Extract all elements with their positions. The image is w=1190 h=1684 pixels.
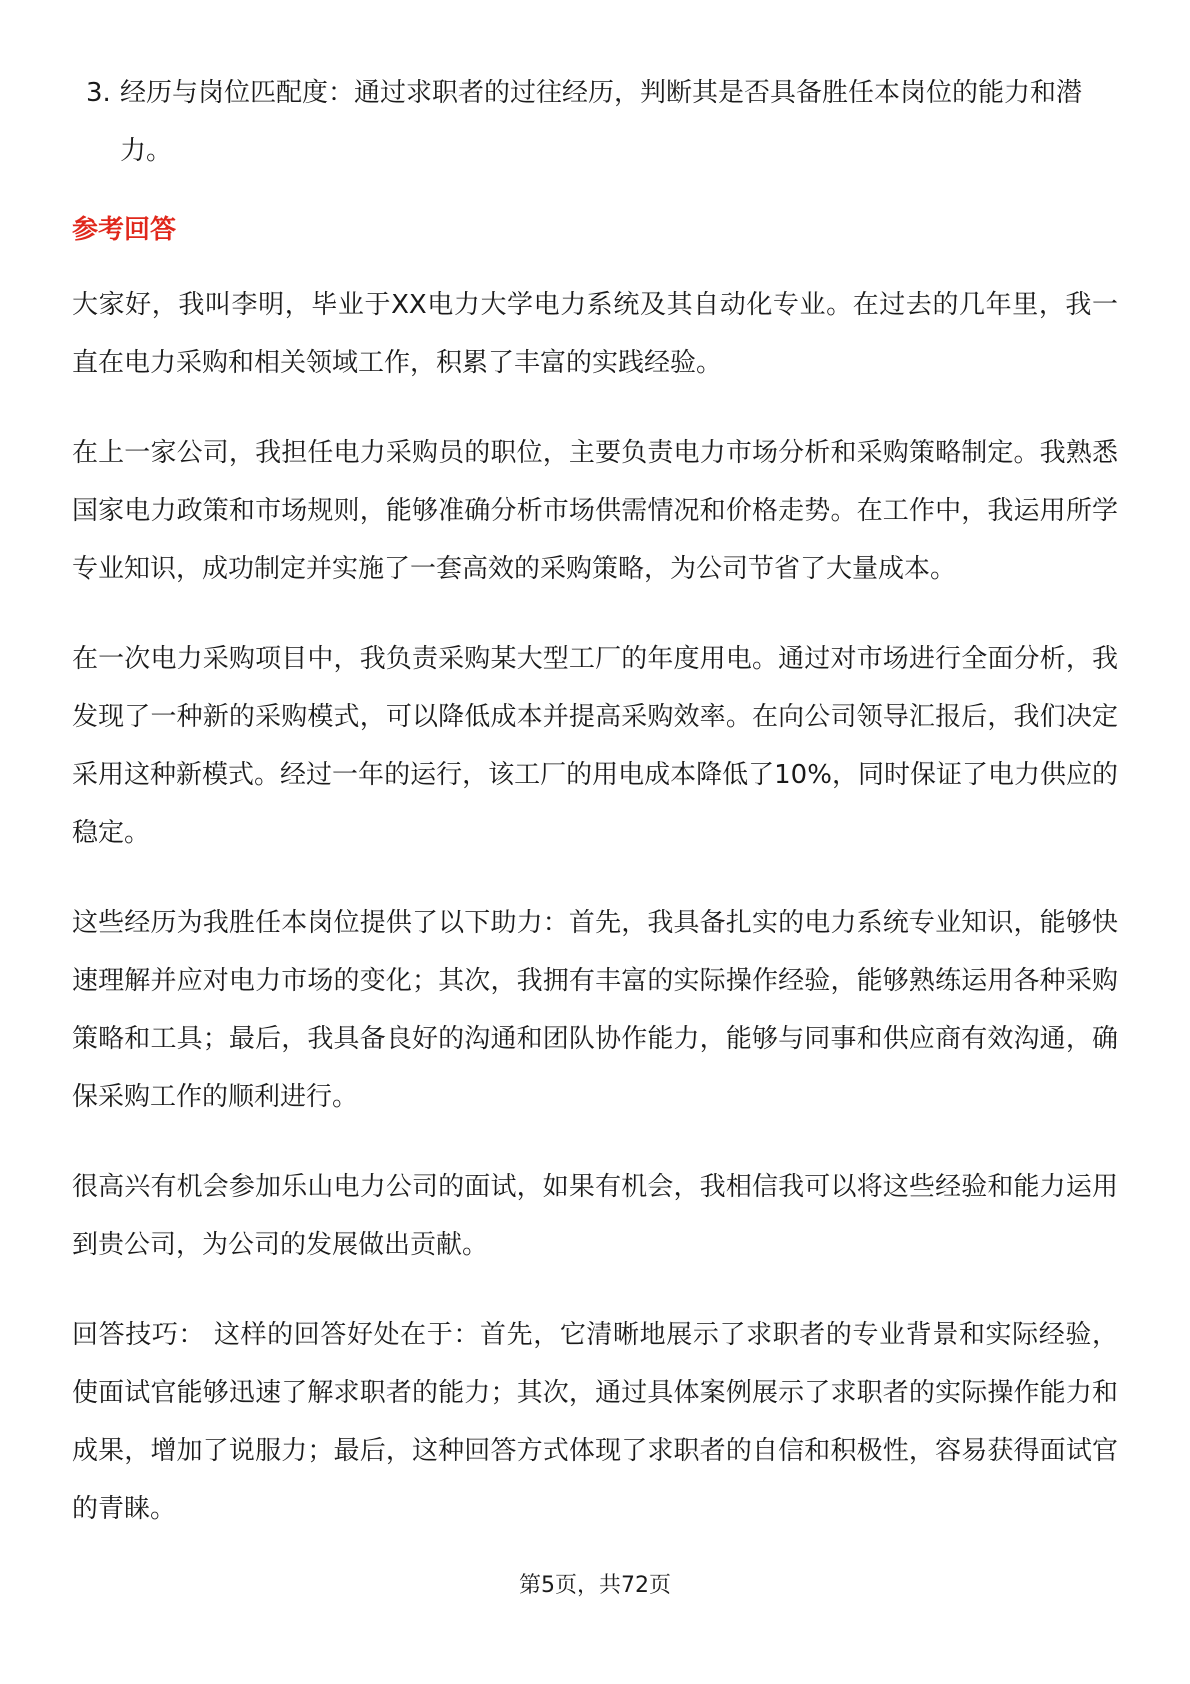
paragraph-tips: 回答技巧： 这样的回答好处在于：首先，它清晰地展示了求职者的专业背景和实际经验，使面试官能够迅速了解求职者的能力；其次，通过具体案例展示了求职者的实际操作能力和成果，增加了说服力；最后，这种回答方式体现了求职者的自信和积极性，容易获得面试官的青睐。 bbox=[72, 1320, 1118, 1524]
paragraph-previous-job: 在上一家公司，我担任电力采购员的职位，主要负责电力市场分析和采购策略制定。我熟悉国家电力政策和市场规则，能够准确分析市场供需情况和价格走势。在工作中，我运用所学专业知识，成功制定并实施了一套高效的采购策略，为公司节省了大量成本。 bbox=[72, 438, 1118, 584]
page-content bbox=[72, 64, 1118, 1538]
list-number: 3. bbox=[86, 78, 111, 108]
paragraph-strengths: 这些经历为我胜任本岗位提供了以下助力：首先，我具备扎实的电力系统专业知识，能够快速理解并应对电力市场的变化；其次，我拥有丰富的实际操作经验，能够熟练运用各种采购策略和工具；最后，我具备良好的沟通和团队协作能力，能够与同事和供应商有效沟通，确保采购工作的顺利进行。 bbox=[72, 908, 1118, 1112]
page-footer: 第5页，共72页 bbox=[519, 1573, 671, 1598]
list-text: 经历与岗位匹配度：通过求职者的过往经历，判断其是否具备胜任本岗位的能力和潜力。 bbox=[120, 78, 1083, 166]
list-item bbox=[72, 64, 1118, 180]
section-heading: 参考回答 bbox=[72, 215, 177, 245]
paragraph-closing: 很高兴有机会参加乐山电力公司的面试，如果有机会，我相信我可以将这些经验和能力运用到贵公司，为公司的发展做出贡献。 bbox=[72, 1172, 1118, 1260]
paragraph-intro: 大家好，我叫李明，毕业于XX电力大学电力系统及其自动化专业。在过去的几年里，我一直在电力采购和相关领域工作，积累了丰富的实践经验。 bbox=[72, 290, 1118, 378]
paragraph-project: 在一次电力采购项目中，我负责采购某大型工厂的年度用电。通过对市场进行全面分析，我发现了一种新的采购模式，可以降低成本并提高采购效率。在向公司领导汇报后，我们决定采用这种新模式。经过一年的运行，该工厂的用电成本降低了10%，同时保证了电力供应的稳定。 bbox=[72, 644, 1118, 848]
